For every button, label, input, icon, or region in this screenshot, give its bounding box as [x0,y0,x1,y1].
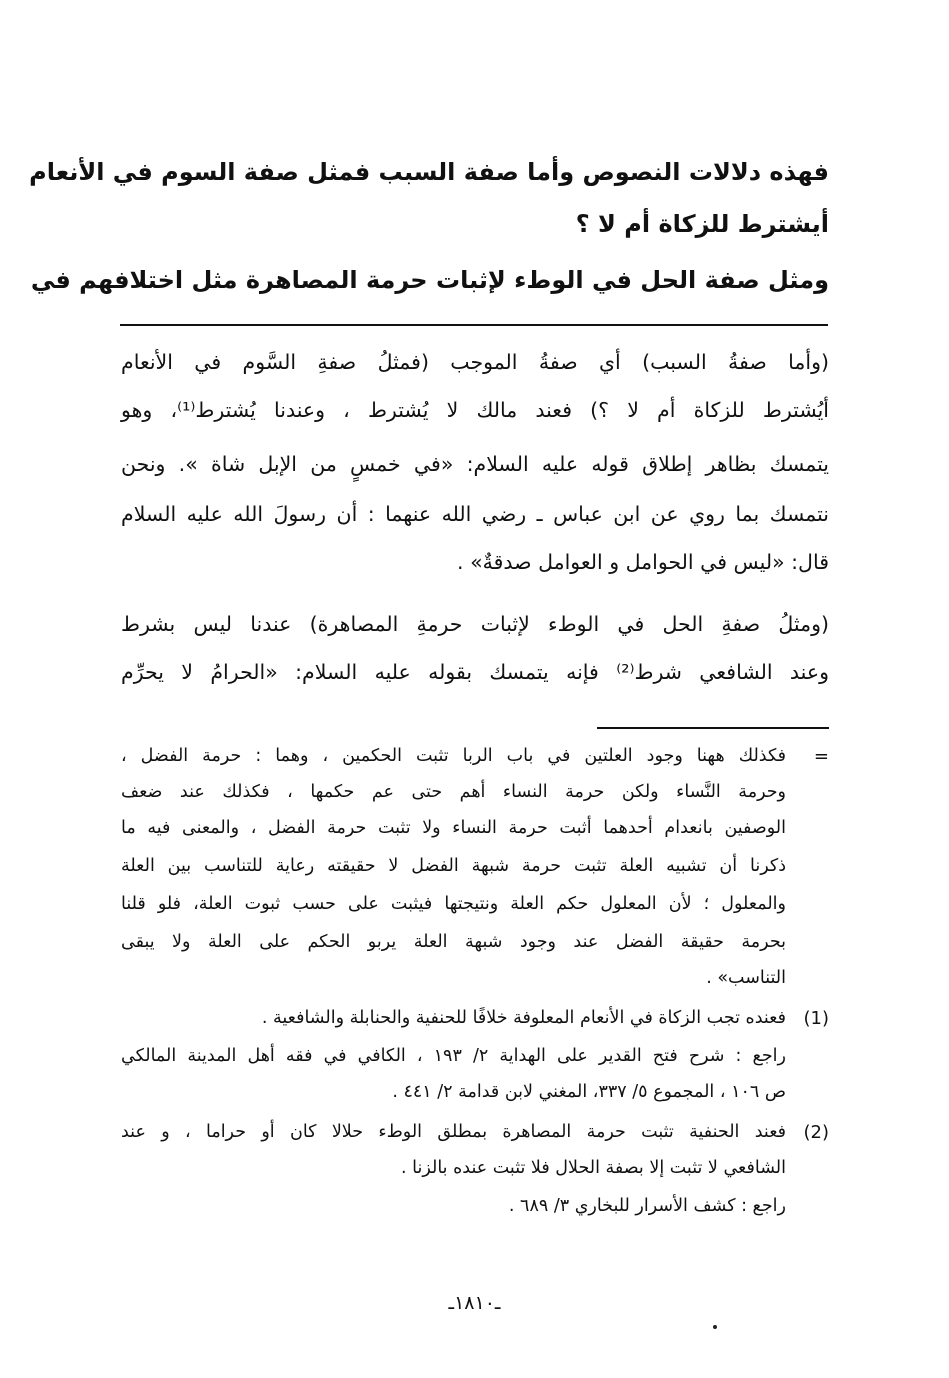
footnote-cont-line-6: بحرمة حقيقة الفضل عند وجود شبهة العلة يربو الحكم على العلة ولا يبقى [121,932,786,952]
sharh-line-4: نتمسك بما روي عن ابن عباس ـ رضي الله عنهما : أن رسولَ الله عليه السلام [121,502,829,526]
matn-separator-rule [120,324,828,326]
matn-line-2: أيشترط للزكاة أم لا ؟ [575,210,829,238]
matn-line-1: فهذه دلالات النصوص وأما صفة السبب فمثل صفة السوم في الأنعام [29,158,829,186]
sharh-line-7: وعند الشافعي شرط⁽²⁾ فإنه يتمسك بقوله عليه السلام: «الحرامُ لا يحرِّم [121,660,829,684]
sharh-line-2: أيُشترط للزكاة أم لا ؟) فعند مالك لا يُشترط ، وعندنا يُشترط⁽¹⁾، وهو [121,398,830,422]
sharh-line-5: قال: «ليس في الحوامل و العوامل صدقةٌ» . [457,550,829,574]
footnote-2-line-2: الشافعي لا تثبت إلا بصفة الحلال فلا تثبت عنده بالزنا . [401,1158,786,1178]
footnote-1-line-1: فعنده تجب الزكاة في الأنعام المعلوفة خلافًا للحنفية والحنابلة والشافعية . [261,1008,786,1028]
sharh-line-3: يتمسك بظاهر إطلاق قوله عليه السلام: «في خمسٍ من الإبل شاة ». ونحن [121,452,829,476]
footnote-cont-line-7: التناسب» . [706,968,786,988]
footnote-cont-line-1: فكذلك ههنا وجود العلتين في باب الربا تثبت الحكمين ، وهما : حرمة الفضل ، [121,746,786,766]
footnote-1-line-3: ص ١٠٦ ، المجموع ٥/ ٣٣٧، المغني لابن قدامة ٢/ ٤٤١ . [392,1082,786,1102]
footnote-2-number: (2) [803,1122,829,1143]
footnote-cont-line-5: والمعلول ؛ لأن المعلول حكم العلة ونتيجتها فيثبت على حسب ثبوت العلة، فلو قلنا [121,894,786,914]
footnote-1-number: (1) [803,1008,829,1029]
footnote-cont-line-2: وحرمة النَّساء ولكن حرمة النساء أهم حتى عم حكمها ، فكذلك عند ضعف [121,782,786,802]
footnote-cont-line-4: ذكرنا أن تشبيه العلة تثبت حرمة شبهة الفضل لا حقيقته رعاية للتناسب بين العلة [121,856,786,876]
scan-speck [713,1325,717,1329]
sharh-line-6: (ومثلُ صفةِ الحل في الوطء لإثبات حرمةِ المصاهرة) عندنا ليس بشرط [121,612,829,636]
footnote-continuation-marker: = [813,746,829,767]
footnote-2-line-1: فعند الحنفية تثبت حرمة المصاهرة بمطلق الوطء حلالا كان أو حراما ، و عند [121,1122,786,1142]
matn-line-3: ومثل صفة الحل في الوطء لإثبات حرمة المصاهرة مثل اختلافهم في [30,266,829,294]
page-number: ـ١٨١٠ـ [448,1292,501,1314]
footnote-1-line-2: راجع : شرح فتح القدير على الهداية ٢/ ١٩٣ ، الكافي في فقه أهل المدينة المالكي [121,1046,786,1066]
footnote-cont-line-3: الوصفين بانعدام أحدهما أثبت حرمة النساء ولا تثبت حرمة الفضل ، والمعنى فيه ما [121,818,786,838]
sharh-line-1: (وأما صفةُ السبب) أي صفةُ الموجب (فمثلُ صفةِ السَّوم في الأنعام [121,350,829,374]
footnote-2-line-3: راجع : كشف الأسرار للبخاري ٣/ ٦٨٩ . [508,1196,786,1216]
footnote-separator-rule [597,727,829,729]
